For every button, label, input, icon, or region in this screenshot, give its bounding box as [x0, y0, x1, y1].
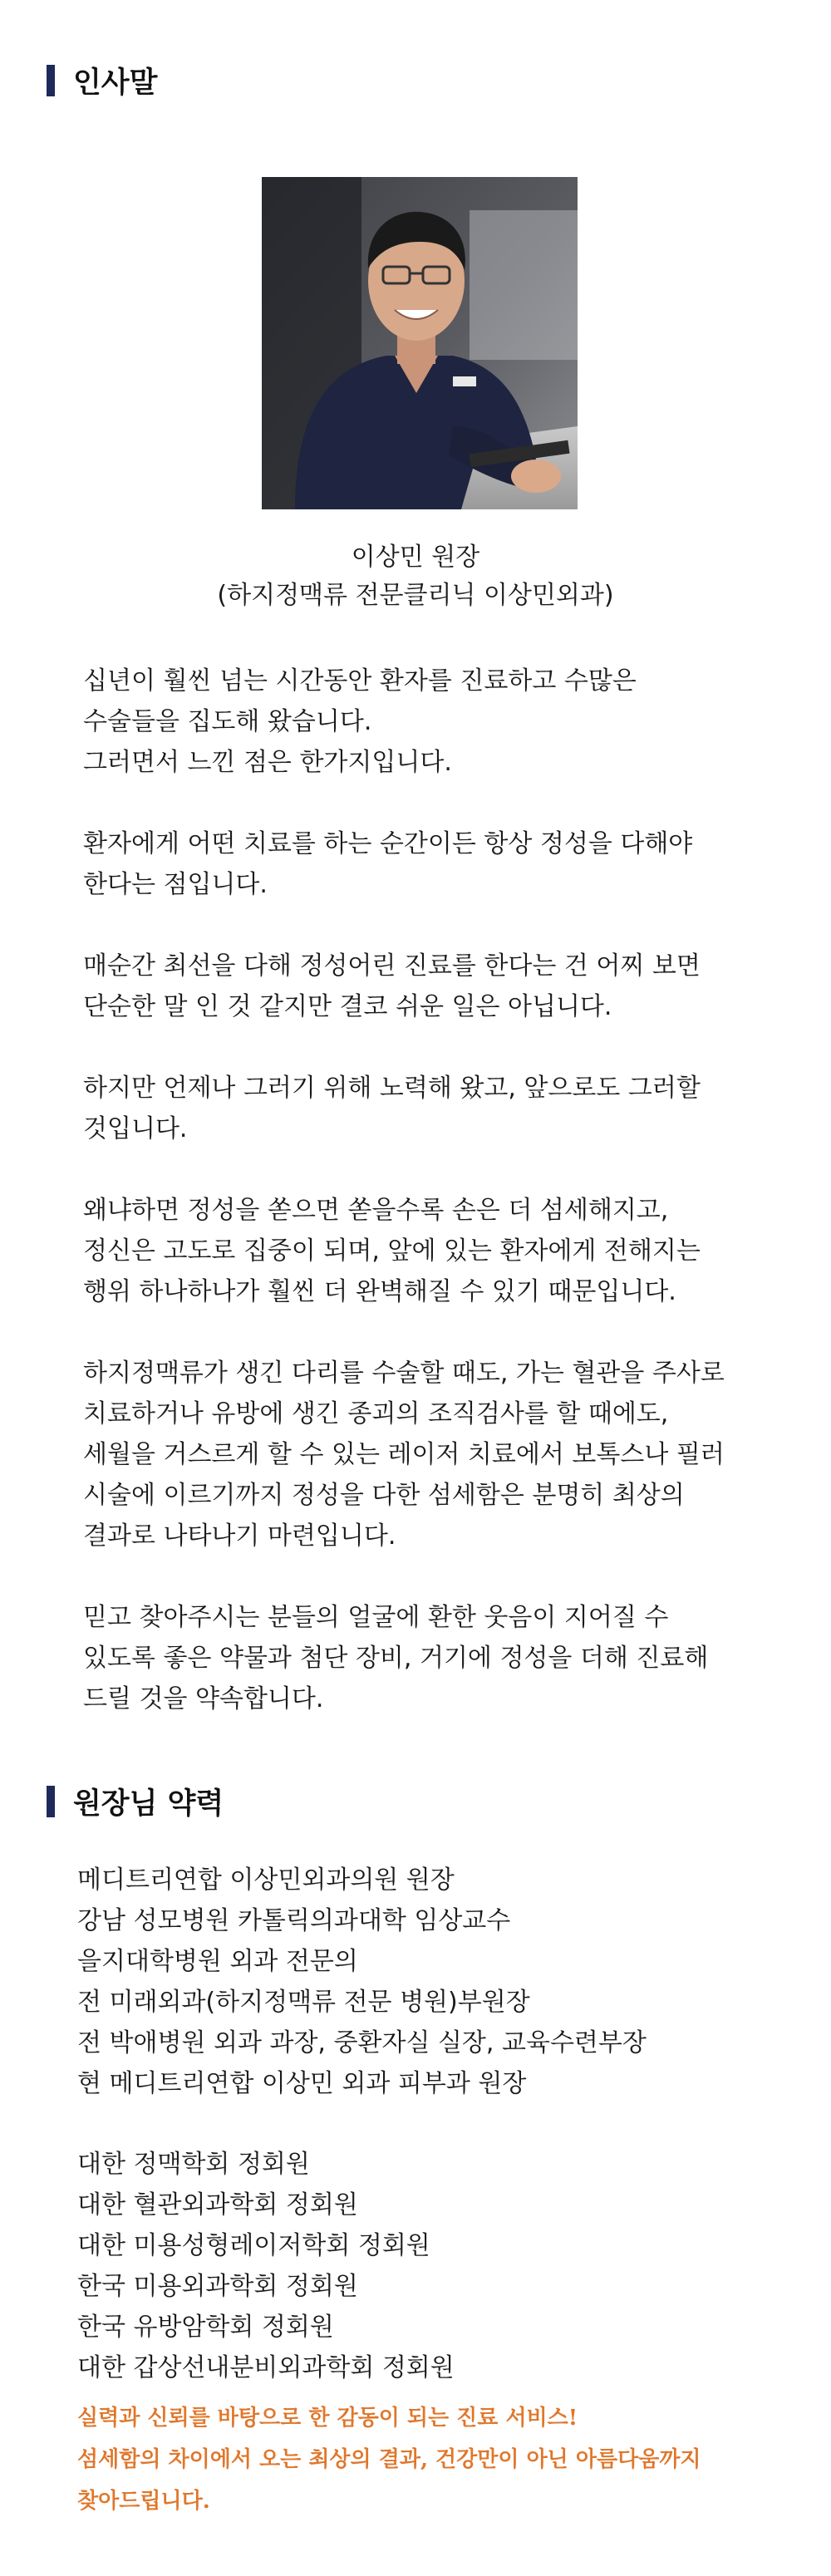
career-position-item: 을지대학병원 외과 전문의: [77, 1947, 358, 1976]
text-line: 수술들을 집도해 왔습니다.: [83, 707, 372, 736]
text-line: 하지정맥류가 생긴 다리를 수술할 때도, 가는 혈관을 주사로: [83, 1359, 725, 1388]
doctor-photo: [262, 177, 578, 509]
greeting-paragraph: [83, 946, 798, 1027]
membership-list: [77, 2144, 792, 2388]
greeting-paragraph: [83, 1190, 798, 1312]
text-line: 한다는 점입니다.: [83, 870, 268, 899]
text-line: 왜냐하면 정성을 쏟으면 쏟을수록 손은 더 섬세해지고,: [83, 1196, 669, 1225]
text-line: 믿고 찾아주시는 분들의 얼굴에 환한 웃음이 지어질 수: [83, 1603, 669, 1632]
career-position-item: 강남 성모병원 카톨릭의과대학 임상교수: [77, 1906, 511, 1935]
greeting-paragraph: [83, 1068, 798, 1149]
text-line: 결과로 나타나기 마련입니다.: [83, 1522, 396, 1551]
text-line: 시술에 이르기까지 정성을 다한 섬세함은 분명히 최상의: [83, 1481, 685, 1510]
membership-item: 한국 미용외과학회 정회원: [77, 2272, 358, 2301]
text-line: 환자에게 어떤 치료를 하는 순간이든 항상 정성을 다해야: [83, 829, 693, 858]
career-position-item: 전 미래외과(하지정맥류 전문 병원)부원장: [77, 1988, 530, 2017]
greeting-section-header: [47, 57, 157, 104]
career-position-item: 메디트리연합 이상민외과의원 원장: [77, 1866, 455, 1895]
text-line: 있도록 좋은 약물과 첨단 장비, 거기에 정성을 더해 진료해: [83, 1644, 709, 1673]
text-line: 단순한 말 인 것 같지만 결코 쉬운 일은 아닙니다.: [83, 992, 612, 1021]
membership-item: 대한 갑상선내분비외과학회 정회원: [77, 2353, 455, 2382]
text-line: 그러면서 느낀 점은 한가지입니다.: [83, 748, 452, 777]
text-line: 세월을 거스르게 할 수 있는 레이저 치료에서 보톡스나 필러: [83, 1440, 725, 1469]
greeting-text: [83, 661, 798, 1760]
greeting-paragraph: [83, 661, 798, 783]
membership-item: 대한 혈관외과학회 정회원: [77, 2190, 358, 2220]
clinic-affiliation: (하지정맥류 전문클리닉 이상민외과): [217, 581, 614, 610]
membership-item: 대한 미용성형레이저학회 정회원: [77, 2231, 430, 2260]
greeting-paragraph: [83, 1353, 798, 1556]
career-section-header: [47, 1778, 224, 1825]
text-line: 치료하거나 유방에 생긴 종괴의 조직검사를 할 때에도,: [83, 1399, 669, 1428]
career-position-item: 전 박애병원 외과 과장, 중환자실 실장, 교육수련부장: [77, 2028, 647, 2057]
greeting-section-title: 인사말: [73, 66, 158, 100]
membership-item: 대한 정맥학회 정회원: [77, 2150, 310, 2179]
text-line: 정신은 고도로 집중이 되며, 앞에 있는 환자에게 전해지는: [83, 1236, 701, 1266]
membership-item: 한국 유방암학회 정회원: [77, 2313, 334, 2342]
career-positions-list: [77, 1860, 792, 2104]
section-marker-bar: [47, 1786, 55, 1817]
career-position-item: 현 메디트리연합 이상민 외과 피부과 원장: [77, 2069, 527, 2098]
doctor-name: 이상민 원장: [351, 543, 480, 572]
career-section-title: 원장님 약력: [73, 1787, 224, 1821]
text-line: 십년이 훨씬 넘는 시간동안 환자를 진료하고 수많은: [83, 666, 637, 696]
text-line: 드릴 것을 약속합니다.: [83, 1684, 324, 1713]
clinic-slogan: [77, 2397, 809, 2522]
text-line: 매순간 최선을 다해 정성어린 진료를 한다는 건 어찌 보면: [83, 951, 701, 981]
section-marker-bar: [47, 65, 55, 96]
text-line: 행위 하나하나가 훨씬 더 완벽해질 수 있기 때문입니다.: [83, 1277, 676, 1306]
slogan-line: 찾아드립니다.: [77, 2489, 210, 2514]
slogan-line: 섬세함의 차이에서 오는 최상의 결과, 건강만이 아닌 아름다움까지: [77, 2447, 701, 2472]
slogan-line: 실력과 신뢰를 바탕으로 한 감동이 되는 진료 서비스!: [77, 2406, 578, 2431]
greeting-paragraph: [83, 1597, 798, 1719]
greeting-paragraph: [83, 823, 798, 905]
text-line: 하지만 언제나 그러기 위해 노력해 왔고, 앞으로도 그러할: [83, 1074, 701, 1103]
text-line: 것입니다.: [83, 1114, 188, 1143]
